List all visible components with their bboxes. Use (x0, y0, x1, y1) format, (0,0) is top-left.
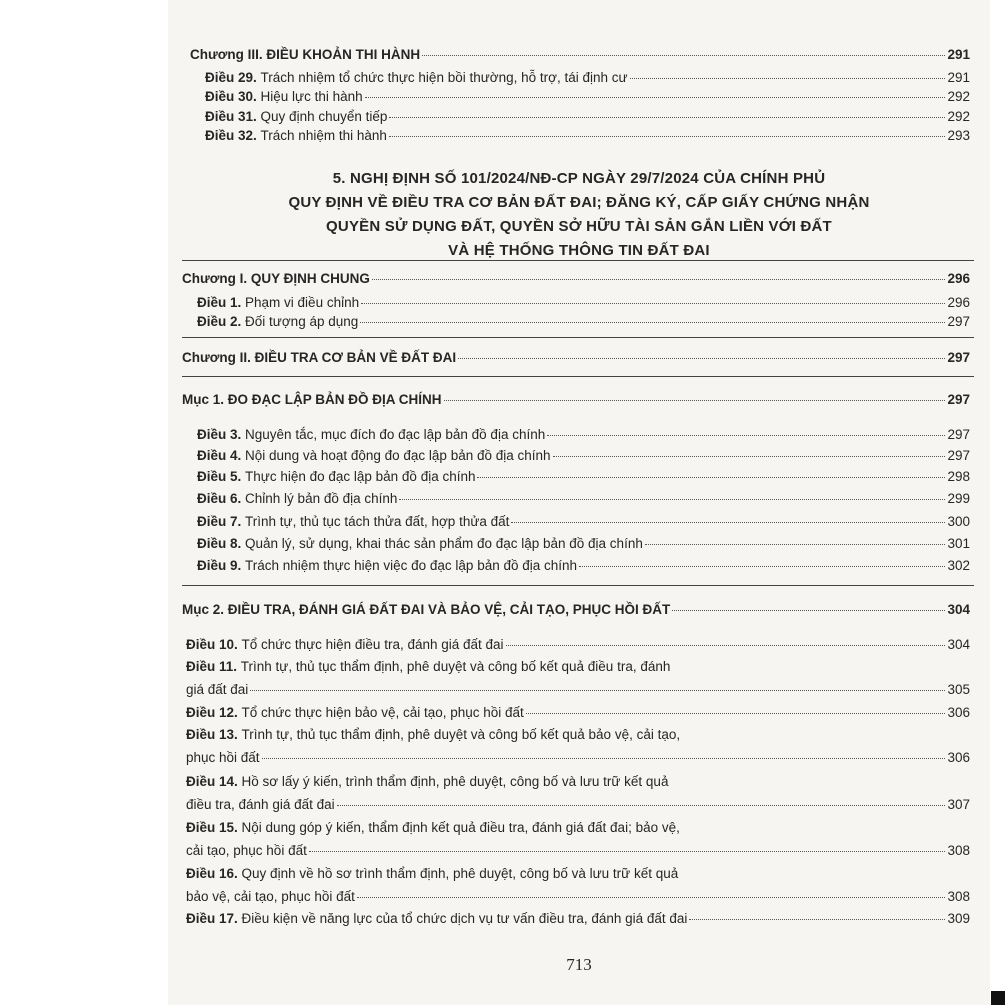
toc-item-dieu-32: Điều 32. Trách nhiệm thi hành 293 (205, 128, 970, 143)
divider (182, 260, 974, 261)
toc-item-dieu-16: Điều 16. Quy định về hồ sơ trình thẩm định, phê duyệt, công bố và lưu trữ kết quả (186, 866, 679, 881)
toc-item-dieu-13-cont: phục hồi đất 306 (186, 750, 970, 765)
toc-item-dieu-5: Điều 5. Thực hiện đo đạc lập bản đồ địa chính 298 (197, 469, 970, 484)
toc-chapter-ii: Chương II. ĐIỀU TRA CƠ BẢN VỀ ĐẤT ĐAI 297 (182, 350, 970, 365)
toc-item-dieu-15: Điều 15. Nội dung góp ý kiến, thẩm định kết quả điều tra, đánh giá đất đai; bảo vệ, (186, 820, 680, 835)
toc-item-dieu-29: Điều 29. Trách nhiệm tổ chức thực hiện bồi thường, hỗ trợ, tái định cư 291 (205, 70, 970, 85)
toc-item-dieu-7: Điều 7. Trình tự, thủ tục tách thửa đất, hợp thửa đất 300 (197, 514, 970, 529)
decree-title: 5. NGHỊ ĐỊNH SỐ 101/2024/NĐ-CP NGÀY 29/7/2024 CỦA CHÍNH PHỦ QUY ĐỊNH VỀ ĐIỀU TRA CƠ BẢN ĐẤT ĐAI; ĐĂNG KÝ, CẤP GIẤY CHỨNG NHẬN QUYỀN SỬ DỤNG ĐẤT, QUYỀN SỞ HỮU TÀI SẢN GẮN LIỀN VỚI ĐẤT VÀ HỆ THỐNG THÔNG TIN ĐẤT ĐAI (288, 170, 870, 259)
toc-item-dieu-15-cont: cải tạo, phục hồi đất 308 (186, 843, 970, 858)
toc-section-muc-2: Mục 2. ĐIỀU TRA, ĐÁNH GIÁ ĐẤT ĐAI VÀ BẢO VỆ, CẢI TẠO, PHỤC HỒI ĐẤT 304 (182, 602, 970, 617)
toc-item-dieu-1: Điều 1. Phạm vi điều chỉnh 296 (197, 295, 970, 310)
divider (182, 337, 974, 338)
dot-leader (422, 55, 945, 56)
book-page (168, 0, 990, 1005)
toc-item-dieu-4: Điều 4. Nội dung và hoạt động đo đạc lập bản đồ địa chính 297 (197, 448, 970, 463)
divider (182, 585, 974, 586)
toc-item-dieu-14: Điều 14. Hồ sơ lấy ý kiến, trình thẩm định, phê duyệt, công bố và lưu trữ kết quả (186, 774, 669, 789)
toc-item-dieu-14-cont: điều tra, đánh giá đất đai 307 (186, 797, 970, 812)
toc-item-dieu-30: Điều 30. Hiệu lực thi hành 292 (205, 89, 970, 104)
page-number: 713 (566, 955, 592, 974)
toc-item-dieu-17: Điều 17. Điều kiện về năng lực của tổ chức dịch vụ tư vấn điều tra, đánh giá đất đai 309 (186, 911, 970, 926)
toc-item-dieu-6: Điều 6. Chỉnh lý bản đồ địa chính 299 (197, 491, 970, 506)
toc-item-dieu-11: Điều 11. Trình tự, thủ tục thẩm định, phê duyệt và công bố kết quả điều tra, đánh (186, 659, 671, 674)
divider (182, 376, 974, 377)
toc-item-dieu-13: Điều 13. Trình tự, thủ tục thẩm định, phê duyệt và công bố kết quả bảo vệ, cải tạo, (186, 727, 681, 742)
toc-item-dieu-10: Điều 10. Tổ chức thực hiện điều tra, đánh giá đất đai 304 (186, 637, 970, 652)
toc-item-dieu-2: Điều 2. Đối tượng áp dụng 297 (197, 314, 970, 329)
toc-item-dieu-8: Điều 8. Quản lý, sử dụng, khai thác sản phẩm đo đạc lập bản đồ địa chính 301 (197, 536, 970, 551)
toc-item-dieu-31: Điều 31. Quy định chuyển tiếp 292 (205, 109, 970, 124)
scan-corner-mark (991, 991, 1005, 1005)
toc-item-dieu-3: Điều 3. Nguyên tắc, mục đích đo đạc lập bản đồ địa chính 297 (197, 427, 970, 442)
toc-chapter-i: Chương I. QUY ĐỊNH CHUNG 296 (182, 271, 970, 286)
toc-section-muc-1: Mục 1. ĐO ĐẠC LẬP BẢN ĐỒ ĐỊA CHÍNH 297 (182, 392, 970, 407)
toc-item-dieu-16-cont: bảo vệ, cải tạo, phục hồi đất 308 (186, 889, 970, 904)
toc-chapter-iii: Chương III. ĐIỀU KHOẢN THI HÀNH 291 (190, 47, 970, 62)
toc-item-dieu-9: Điều 9. Trách nhiệm thực hiện việc đo đạc lập bản đồ địa chính 302 (197, 558, 970, 573)
toc-item-dieu-12: Điều 12. Tổ chức thực hiện bảo vệ, cải tạo, phục hồi đất 306 (186, 705, 970, 720)
toc-item-dieu-11-cont: giá đất đai 305 (186, 682, 970, 697)
